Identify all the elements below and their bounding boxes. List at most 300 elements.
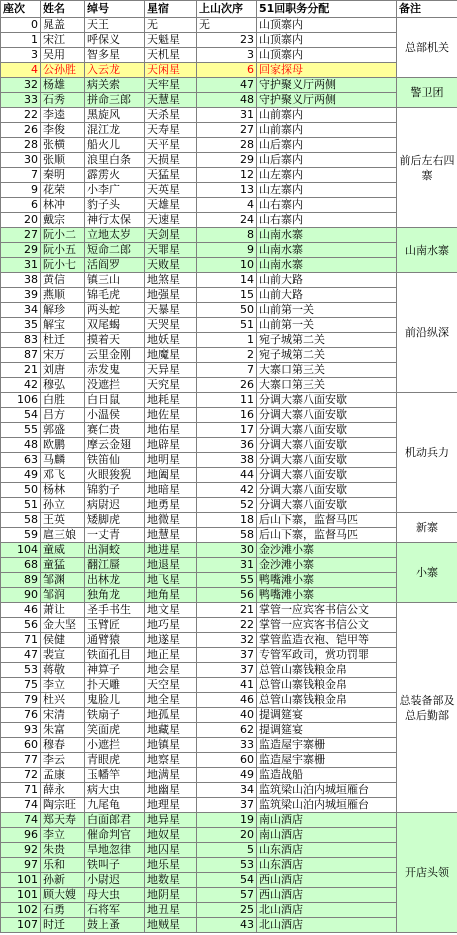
cell-duty: 金沙滩小寨: [257, 558, 397, 573]
table-row: [1, 798, 457, 813]
cell-star: 天空星: [145, 678, 197, 693]
table-row: [1, 603, 457, 618]
cell-duty: 宛子城第二关: [257, 333, 397, 348]
cell-rank: 39: [1, 288, 41, 303]
cell-duty: 分调大寨八面安歇: [257, 423, 397, 438]
cell-duty: 山前第一关: [257, 318, 397, 333]
cell-duty: 山南水寨: [257, 243, 397, 258]
cell-name: 邹渊: [41, 573, 85, 588]
cell-order: 28: [197, 138, 257, 153]
cell-name: 阮小五: [41, 243, 85, 258]
cell-order: 30: [197, 543, 257, 558]
cell-rank: 107: [1, 918, 41, 933]
cell-duty: 山前寨内: [257, 123, 397, 138]
cell-star: 地耗星: [145, 393, 197, 408]
cell-duty: 南山酒店: [257, 828, 397, 843]
cell-nickname: 短命二郎: [85, 243, 145, 258]
table-row: [1, 663, 457, 678]
cell-rank: 60: [1, 738, 41, 753]
table-row: [1, 228, 457, 243]
table-row: [1, 213, 457, 228]
cell-nickname: 天王: [85, 18, 145, 33]
cell-rank: 28: [1, 138, 41, 153]
table-row: [1, 273, 457, 288]
cell-star: 地镇星: [145, 738, 197, 753]
table-row: [1, 648, 457, 663]
cell-star: 地阖星: [145, 468, 197, 483]
cell-duty: 西山酒店: [257, 873, 397, 888]
col-header-rank: 座次: [1, 1, 41, 18]
cell-star: 地魔星: [145, 348, 197, 363]
cell-duty: 西山酒店: [257, 888, 397, 903]
cell-name: 朱富: [41, 723, 85, 738]
cell-order: 51: [197, 318, 257, 333]
cell-rank: 55: [1, 423, 41, 438]
cell-star: 天平星: [145, 138, 197, 153]
cell-nickname: 没遮拦: [85, 378, 145, 393]
table-row: [1, 783, 457, 798]
cell-duty: 掌管监造衣袍、铠甲等: [257, 633, 397, 648]
cell-duty: 山东酒店: [257, 858, 397, 873]
cell-rank: 29: [1, 243, 41, 258]
cell-rank: 38: [1, 273, 41, 288]
cell-duty: 后山下寨，监督马匹: [257, 528, 397, 543]
cell-star: 天杀星: [145, 108, 197, 123]
table-row: [1, 168, 457, 183]
cell-order: 54: [197, 873, 257, 888]
cell-rank: 0: [1, 18, 41, 33]
table-row: [1, 243, 457, 258]
cell-name: 阮小二: [41, 228, 85, 243]
cell-order: 29: [197, 153, 257, 168]
cell-name: 石勇: [41, 903, 85, 918]
cell-order: 18: [197, 513, 257, 528]
cell-rank: 21: [1, 363, 41, 378]
cell-order: 31: [197, 108, 257, 123]
cell-rank: 50: [1, 483, 41, 498]
table-row: [1, 708, 457, 723]
cell-duty: 山前寨内: [257, 108, 397, 123]
cell-order: 32: [197, 633, 257, 648]
table-row: [1, 318, 457, 333]
cell-order: 37: [197, 798, 257, 813]
cell-duty: 分调大寨八面安歇: [257, 453, 397, 468]
cell-rank: 102: [1, 903, 41, 918]
cell-duty: 山顶寨内: [257, 33, 397, 48]
cell-rank: 53: [1, 663, 41, 678]
cell-name: 林冲: [41, 198, 85, 213]
cell-rank: 72: [1, 768, 41, 783]
table-row: [1, 363, 457, 378]
cell-duty: 山前大路: [257, 273, 397, 288]
cell-nickname: 催命判官: [85, 828, 145, 843]
cell-rank: 31: [1, 258, 41, 273]
cell-star: 地正星: [145, 648, 197, 663]
cell-name: 宋万: [41, 348, 85, 363]
cell-duty: 分调大寨八面安歇: [257, 408, 397, 423]
cell-order: 26: [197, 378, 257, 393]
table-row: [1, 573, 457, 588]
cell-duty: 守护聚义厅两侧: [257, 78, 397, 93]
group-note: 警卫团: [397, 78, 457, 108]
cell-nickname: 一丈青: [85, 528, 145, 543]
table-row: [1, 408, 457, 423]
cell-name: 朱贵: [41, 843, 85, 858]
group-note: 总装备部及总后勤部: [397, 603, 457, 813]
cell-name: 杜兴: [41, 693, 85, 708]
table-row: [1, 438, 457, 453]
cell-rank: 42: [1, 378, 41, 393]
cell-rank: 97: [1, 858, 41, 873]
cell-order: 22: [197, 618, 257, 633]
cell-order: 14: [197, 273, 257, 288]
cell-duty: 鸭嘴滩小寨: [257, 588, 397, 603]
cell-nickname: 呼保义: [85, 33, 145, 48]
cell-order: 10: [197, 258, 257, 273]
cell-order: 23: [197, 33, 257, 48]
cell-nickname: 摸着天: [85, 333, 145, 348]
cell-nickname: 黑旋风: [85, 108, 145, 123]
cell-rank: 9: [1, 183, 41, 198]
table-row: [1, 348, 457, 363]
cell-name: 阮小七: [41, 258, 85, 273]
cell-order: 38: [197, 453, 257, 468]
cell-rank: 33: [1, 93, 41, 108]
cell-duty: 分调大寨八面安歇: [257, 498, 397, 513]
cell-order: 21: [197, 603, 257, 618]
cell-duty: 山南水寨: [257, 228, 397, 243]
cell-duty: 北山酒店: [257, 903, 397, 918]
cell-star: 天哭星: [145, 318, 197, 333]
cell-star: 地异星: [145, 813, 197, 828]
cell-name: 秦明: [41, 168, 85, 183]
cell-nickname: 石将军: [85, 903, 145, 918]
group-note: 前沿纵深: [397, 273, 457, 393]
cell-nickname: 神算子: [85, 663, 145, 678]
cell-rank: 56: [1, 618, 41, 633]
cell-name: 顾大嫂: [41, 888, 85, 903]
cell-star: 天异星: [145, 363, 197, 378]
cell-nickname: 病大虫: [85, 783, 145, 798]
cell-name: 郑天寿: [41, 813, 85, 828]
table-row: [1, 303, 457, 318]
cell-nickname: 入云龙: [85, 63, 145, 78]
table-row: [1, 828, 457, 843]
cell-name: 王英: [41, 513, 85, 528]
cell-nickname: 独角龙: [85, 588, 145, 603]
cell-star: 天暴星: [145, 303, 197, 318]
cell-name: 李俊: [41, 123, 85, 138]
cell-rank: 87: [1, 348, 41, 363]
cell-duty: 提调筵宴: [257, 708, 397, 723]
cell-order: 58: [197, 528, 257, 543]
table-row: [1, 498, 457, 513]
cell-name: 杨林: [41, 483, 85, 498]
cell-star: 地乐星: [145, 858, 197, 873]
cell-duty: 山南水寨: [257, 258, 397, 273]
cell-nickname: 镇三山: [85, 273, 145, 288]
cell-name: 侯健: [41, 633, 85, 648]
cell-name: 解珍: [41, 303, 85, 318]
cell-nickname: 白日鼠: [85, 393, 145, 408]
cell-star: 地孤星: [145, 708, 197, 723]
cell-order: 41: [197, 678, 257, 693]
cell-duty: 分调大寨八面安歇: [257, 483, 397, 498]
cell-rank: 75: [1, 678, 41, 693]
cell-order: 37: [197, 648, 257, 663]
cell-duty: 提调筵宴: [257, 723, 397, 738]
cell-star: 地飞星: [145, 573, 197, 588]
cell-duty: 山左寨内: [257, 168, 397, 183]
cell-nickname: 霹雳火: [85, 168, 145, 183]
cell-nickname: 小遮拦: [85, 738, 145, 753]
cell-star: 天闲星: [145, 63, 197, 78]
cell-name: 薛永: [41, 783, 85, 798]
cell-star: 地全星: [145, 693, 197, 708]
cell-nickname: 立地太岁: [85, 228, 145, 243]
cell-name: 裴宣: [41, 648, 85, 663]
cell-name: 孟康: [41, 768, 85, 783]
cell-order: 3: [197, 48, 257, 63]
cell-duty: 分调大寨八面安歇: [257, 468, 397, 483]
cell-star: 地佐星: [145, 408, 197, 423]
cell-name: 扈三娘: [41, 528, 85, 543]
table-row: [1, 813, 457, 828]
cell-star: 地辟星: [145, 438, 197, 453]
cell-order: 27: [197, 123, 257, 138]
cell-name: 戴宗: [41, 213, 85, 228]
cell-nickname: 通臂猿: [85, 633, 145, 648]
cell-rank: 1: [1, 33, 41, 48]
cell-name: 吕方: [41, 408, 85, 423]
table-row: [1, 738, 457, 753]
cell-nickname: 船火儿: [85, 138, 145, 153]
cell-star: 地明星: [145, 453, 197, 468]
cell-rank: 93: [1, 723, 41, 738]
cell-rank: 3: [1, 48, 41, 63]
col-header-notes: 备注: [397, 1, 457, 18]
cell-name: 宋江: [41, 33, 85, 48]
cell-order: 7: [197, 363, 257, 378]
cell-rank: 26: [1, 123, 41, 138]
cell-star: 地奴星: [145, 828, 197, 843]
cell-star: 天剑星: [145, 228, 197, 243]
cell-name: 燕顺: [41, 288, 85, 303]
cell-order: 13: [197, 183, 257, 198]
cell-duty: 山前第一关: [257, 303, 397, 318]
cell-star: 地幽星: [145, 783, 197, 798]
cell-star: 地慧星: [145, 528, 197, 543]
cell-nickname: 圣手书生: [85, 603, 145, 618]
cell-duty: 大寨口第三关: [257, 378, 397, 393]
cell-order: 16: [197, 408, 257, 423]
cell-rank: 4: [1, 63, 41, 78]
cell-rank: 104: [1, 543, 41, 558]
cell-duty: 山右寨内: [257, 213, 397, 228]
cell-order: 12: [197, 168, 257, 183]
cell-star: 天机星: [145, 48, 197, 63]
cell-name: 晁盖: [41, 18, 85, 33]
cell-nickname: 拼命三郎: [85, 93, 145, 108]
table-row: [1, 333, 457, 348]
table-row: [1, 18, 457, 33]
table-row: [1, 723, 457, 738]
cell-name: 金大坚: [41, 618, 85, 633]
cell-star: 地数星: [145, 873, 197, 888]
cell-name: 欧鹏: [41, 438, 85, 453]
cell-order: 25: [197, 903, 257, 918]
cell-duty: 山右寨内: [257, 198, 397, 213]
table-row: [1, 123, 457, 138]
cell-nickname: 铁扇子: [85, 708, 145, 723]
cell-star: 天慧星: [145, 93, 197, 108]
table-row: [1, 843, 457, 858]
cell-nickname: 赤发鬼: [85, 363, 145, 378]
table-row: [1, 138, 457, 153]
cell-duty: 回家探母: [257, 63, 397, 78]
cell-rank: 7: [1, 168, 41, 183]
cell-rank: 74: [1, 813, 41, 828]
cell-star: 地暗星: [145, 483, 197, 498]
cell-duty: 监筑梁山泊内城垣雁台: [257, 783, 397, 798]
table-row: [1, 873, 457, 888]
table-row: [1, 693, 457, 708]
cell-duty: 宛子城第二关: [257, 348, 397, 363]
table-row: [1, 888, 457, 903]
table-row: [1, 198, 457, 213]
table-row: [1, 453, 457, 468]
cell-rank: 20: [1, 213, 41, 228]
cell-star: 天究星: [145, 378, 197, 393]
cell-star: 天速星: [145, 213, 197, 228]
cell-star: 天牢星: [145, 78, 197, 93]
cell-star: 无: [145, 18, 197, 33]
cell-duty: 金沙滩小寨: [257, 543, 397, 558]
cell-rank: 22: [1, 108, 41, 123]
cell-name: 李立: [41, 828, 85, 843]
cell-nickname: 病尉迟: [85, 498, 145, 513]
cell-nickname: 智多星: [85, 48, 145, 63]
table-row: [1, 558, 457, 573]
cell-rank: 76: [1, 708, 41, 723]
cell-duty: 总管山寨钱粮金帛: [257, 693, 397, 708]
cell-order: 47: [197, 78, 257, 93]
cell-duty: 山东酒店: [257, 843, 397, 858]
cell-name: 花荣: [41, 183, 85, 198]
cell-name: 孙新: [41, 873, 85, 888]
cell-name: 张顺: [41, 153, 85, 168]
cell-star: 地角星: [145, 588, 197, 603]
cell-star: 地囚星: [145, 843, 197, 858]
cell-rank: 89: [1, 573, 41, 588]
cell-name: 杨雄: [41, 78, 85, 93]
cell-rank: 34: [1, 303, 41, 318]
cell-nickname: 鼓上蚤: [85, 918, 145, 933]
cell-rank: 71: [1, 633, 41, 648]
cell-nickname: 出洞蛟: [85, 543, 145, 558]
cell-duty: 山后寨内: [257, 153, 397, 168]
cell-nickname: 赛仁贵: [85, 423, 145, 438]
cell-rank: 30: [1, 153, 41, 168]
table-row: [1, 63, 457, 78]
col-header-nickname: 绰号: [85, 1, 145, 18]
cell-nickname: 病关索: [85, 78, 145, 93]
cell-name: 郭盛: [41, 423, 85, 438]
cell-name: 穆弘: [41, 378, 85, 393]
cell-nickname: 锦豹子: [85, 483, 145, 498]
cell-order: 33: [197, 738, 257, 753]
cell-duty: 监筑梁山泊内城垣雁台: [257, 798, 397, 813]
cell-rank: 35: [1, 318, 41, 333]
cell-rank: 92: [1, 843, 41, 858]
cell-star: 地遂星: [145, 633, 197, 648]
cell-nickname: 青眼虎: [85, 753, 145, 768]
table-row: [1, 858, 457, 873]
table-row: [1, 378, 457, 393]
cell-nickname: 双尾蝎: [85, 318, 145, 333]
cell-nickname: 九尾龟: [85, 798, 145, 813]
cell-duty: 南山酒店: [257, 813, 397, 828]
cell-order: 56: [197, 588, 257, 603]
col-header-order: 上山次序: [197, 1, 257, 18]
cell-nickname: 旱地忽律: [85, 843, 145, 858]
cell-order: 8: [197, 228, 257, 243]
cell-duty: 山后寨内: [257, 138, 397, 153]
cell-order: 53: [197, 858, 257, 873]
cell-duty: 总管山寨钱粮金帛: [257, 663, 397, 678]
cell-duty: 大寨口第三关: [257, 363, 397, 378]
cell-duty: 鸭嘴滩小寨: [257, 573, 397, 588]
cell-nickname: 玉臂匠: [85, 618, 145, 633]
cell-star: 地文星: [145, 603, 197, 618]
cell-star: 地煞星: [145, 273, 197, 288]
table-row: [1, 753, 457, 768]
cell-nickname: 扑天雕: [85, 678, 145, 693]
table-row: [1, 768, 457, 783]
cell-nickname: 鬼脸儿: [85, 693, 145, 708]
cell-star: 地察星: [145, 753, 197, 768]
cell-name: 穆春: [41, 738, 85, 753]
cell-nickname: 母大虫: [85, 888, 145, 903]
cell-rank: 79: [1, 693, 41, 708]
cell-rank: 96: [1, 828, 41, 843]
cell-rank: 54: [1, 408, 41, 423]
cell-duty: 分调大寨八面安歇: [257, 438, 397, 453]
cell-order: 50: [197, 303, 257, 318]
cell-name: 石秀: [41, 93, 85, 108]
table-row: [1, 258, 457, 273]
cell-nickname: 浪里白条: [85, 153, 145, 168]
cell-order: 2: [197, 348, 257, 363]
cell-nickname: 矮脚虎: [85, 513, 145, 528]
cell-nickname: 混江龙: [85, 123, 145, 138]
cell-duty: 守护聚义厅两侧: [257, 93, 397, 108]
cell-order: 11: [197, 393, 257, 408]
cell-order: 46: [197, 693, 257, 708]
cell-order: 43: [197, 918, 257, 933]
cell-duty: 山左寨内: [257, 183, 397, 198]
table-row: [1, 108, 457, 123]
cell-nickname: 小李广: [85, 183, 145, 198]
cell-name: 陶宗旺: [41, 798, 85, 813]
cell-order: 55: [197, 573, 257, 588]
cell-duty: 山顶寨内: [257, 48, 397, 63]
cell-order: 6: [197, 63, 257, 78]
cell-order: 20: [197, 828, 257, 843]
cell-star: 地贼星: [145, 918, 197, 933]
cell-name: 邓飞: [41, 468, 85, 483]
col-header-duty: 51回职务分配: [257, 1, 397, 18]
